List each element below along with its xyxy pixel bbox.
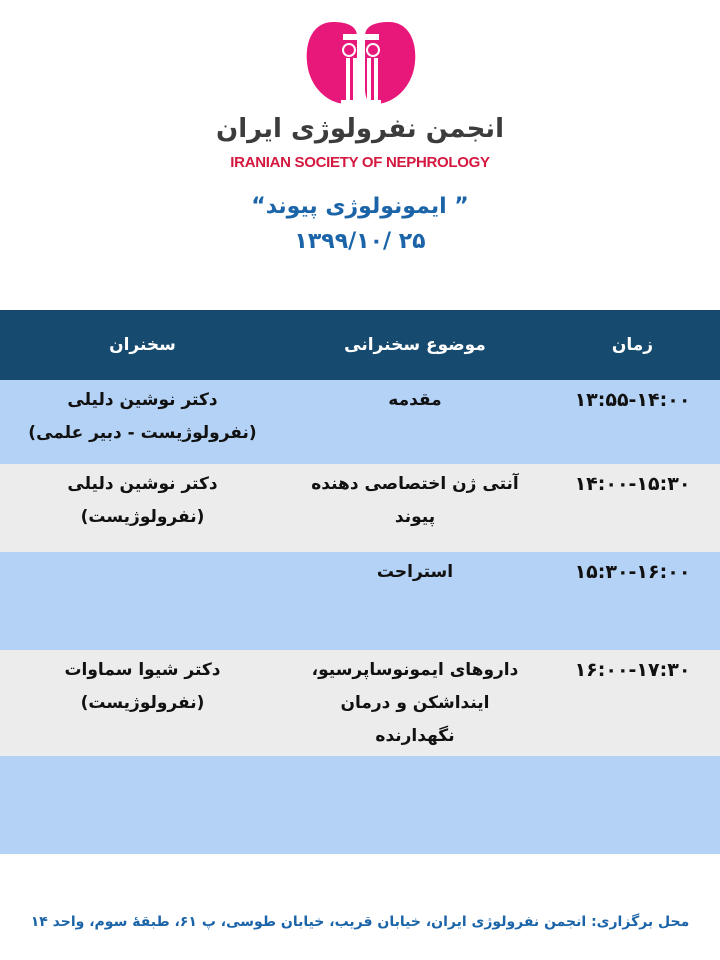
row-speaker [0,650,285,720]
topic-line: آنتی ژن اختصاصی دهنده [311,474,519,494]
header-time: زمان [611,335,654,355]
table-header-row [0,310,720,380]
topic-line: نگهدارنده [375,726,455,746]
table-row [0,380,720,464]
speaker-role: (نفرولوژیست) [80,507,205,527]
topic-line: ایندا‌شکن و درمان [340,693,490,713]
topic-line: مقدمه [388,390,442,410]
topic-line: استراحت [376,562,454,582]
speaker-name: دکتر شیوا سماوات [64,660,221,680]
venue-footer: محل برگزاری: انجمن نفرولوژی ایران، خیابان قریب، خیابان طوسی، پ ۶۱، طبقهٔ سوم، واحد ۱۴ [30,914,690,930]
topic-line: داروهای ایمونوساپرسیو، [311,660,519,680]
event-date: ۱۳۹۹/۱۰/ ۲۵ [294,229,426,254]
row-speaker [0,464,285,534]
speaker-name: دکتر نوشین دلیلی [67,474,218,494]
event-title: ” ایمونولوژی پیوند“ [251,194,469,219]
row-topic [285,650,545,753]
logo-name-fa: انجمن نفرولوژی ایران [216,114,504,144]
speaker-role: (نفرولوژیست - دبیر علمی) [28,423,257,443]
row-topic [285,464,545,534]
row-speaker [0,380,285,450]
logo-header [0,0,720,180]
row-speaker [0,552,285,556]
row-topic [285,380,545,417]
table-row-empty [0,756,720,854]
row-time: ۱۶:۰۰-۱۷:۳۰ [574,659,691,681]
logo-name-en: IRANIAN SOCIETY OF NEPHROLOGY [230,154,490,171]
table-row [0,464,720,552]
topic-line: پیوند [394,507,436,527]
schedule-table [0,310,720,854]
row-time: ۱۳:۵۵-۱۴:۰۰ [574,389,691,411]
speaker-role: (نفرولوژیست) [80,693,205,713]
row-time: ۱۵:۳۰-۱۶:۰۰ [574,561,691,583]
table-row [0,650,720,756]
header-topic: موضوع سخنرانی [344,335,486,355]
header-speaker: سخنران [109,335,176,355]
speaker-name: دکتر نوشین دلیلی [67,390,218,410]
row-topic [285,552,545,589]
kidney-column-logo-icon [305,16,417,112]
table-row [0,552,720,650]
row-time: ۱۴:۰۰-۱۵:۳۰ [574,473,691,495]
